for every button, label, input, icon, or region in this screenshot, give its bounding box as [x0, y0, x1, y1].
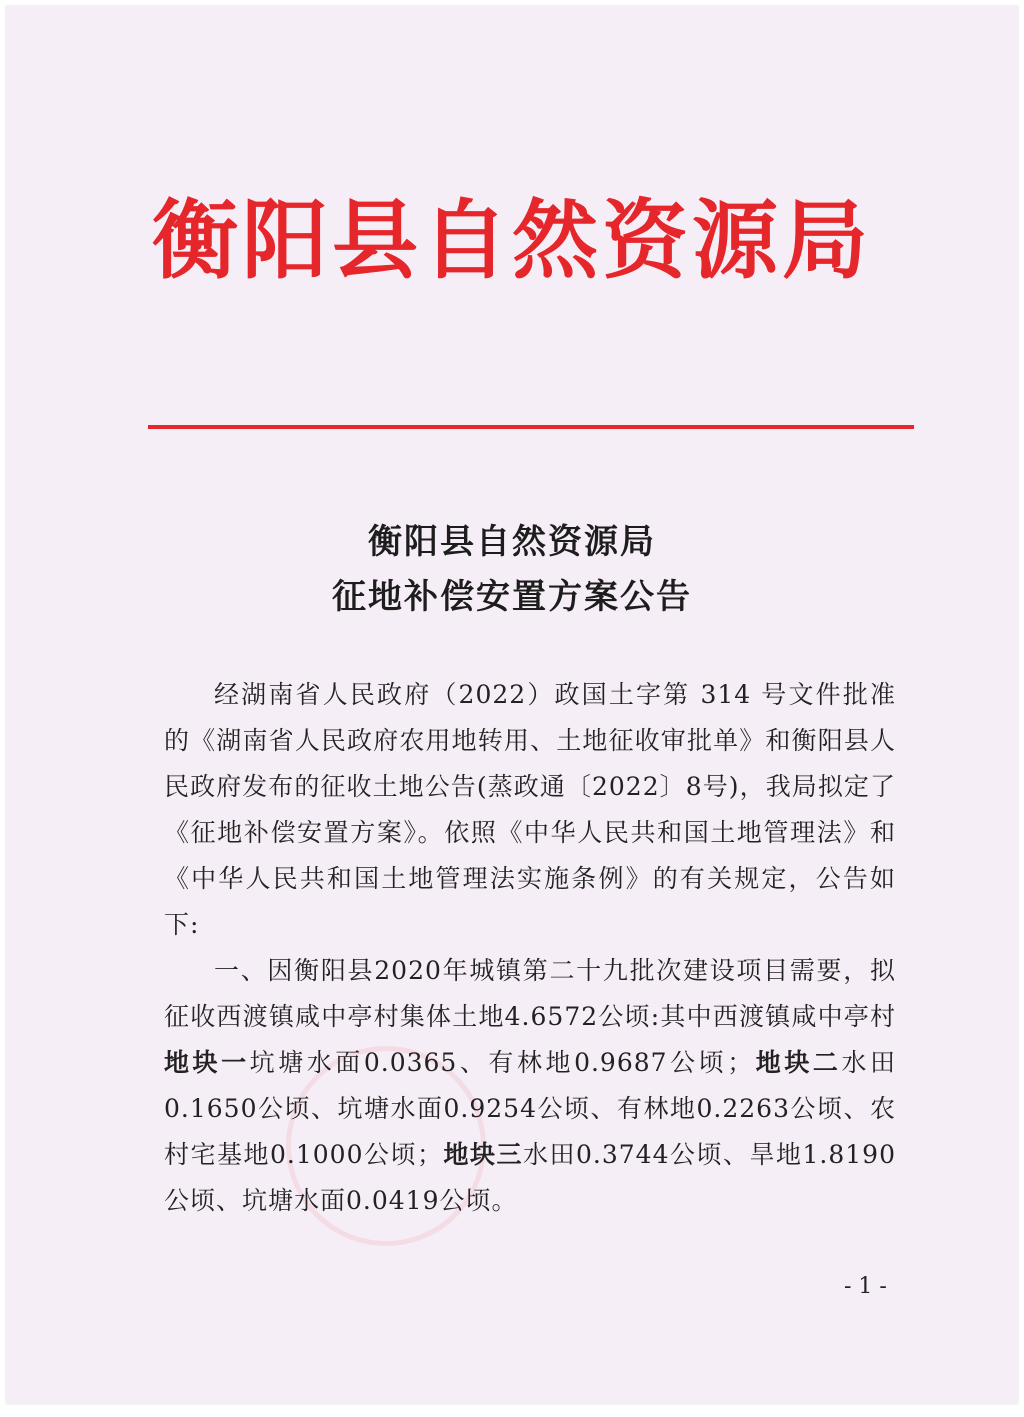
plot3-text: 水田0.3744公顷、旱地1.8190公顷、坑塘水面0.0419公顷。	[164, 1140, 896, 1215]
document-title-line2: 征地补偿安置方案公告	[332, 577, 692, 617]
plot3-label: 地块三	[443, 1140, 524, 1169]
document-title-line1: 衡阳县自然资源局	[368, 522, 656, 562]
paragraph-land-acquisition	[164, 948, 896, 1224]
document-body	[164, 672, 896, 1224]
red-divider-line	[148, 425, 914, 429]
plot1-label: 地块一	[164, 1048, 250, 1077]
page-number: - 1 -	[844, 1274, 887, 1299]
land-intro-text: 一、因衡阳县2020年城镇第二十九批次建设项目需要，拟征收西渡镇咸中亭村集体土地4.6572公顷:其中西渡镇咸中亭村	[164, 956, 896, 1031]
agency-masthead: 衡阳县自然资源局	[152, 190, 872, 291]
plot2-text: 水田0.1650公顷、坑塘水面0.9254公顷、有林地0.2263公顷、农村宅基地0.1000公顷；	[164, 1048, 896, 1169]
plot2-label: 地块二	[753, 1048, 842, 1077]
paragraph-intro: 经湖南省人民政府（2022）政国土字第 314 号文件批准的《湖南省人民政府农用地转用、土地征收审批单》和衡阳县人民政府发布的征收土地公告(蒸政通〔2022〕8号)，我局拟定了《征地补偿安置方案》。依照《中华人民共和国土地管理法》和《中华人民共和国土地管理法实施条例》的有关规定，公告如下:	[164, 680, 896, 939]
plot1-text: 坑塘水面0.0365、有林地0.9687公顷；	[249, 1048, 754, 1077]
document-page	[6, 6, 1018, 1404]
